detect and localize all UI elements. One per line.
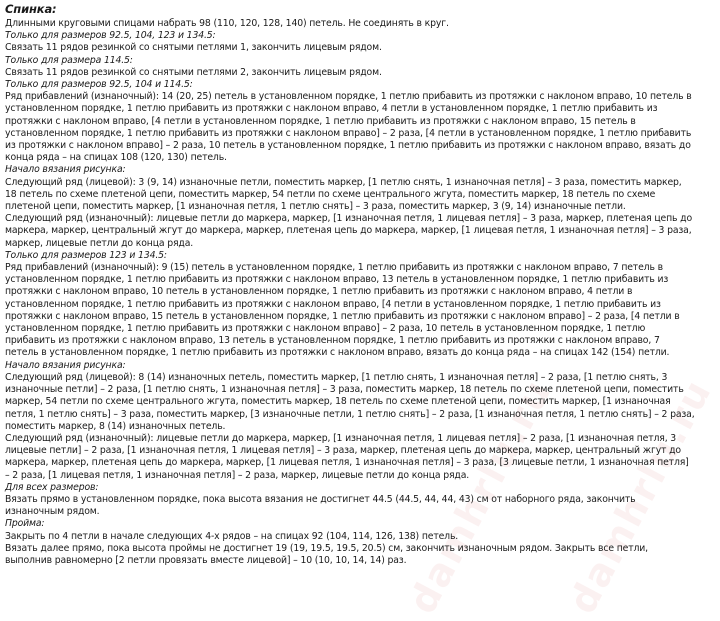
watermark: damhrlu.ru <box>400 371 561 621</box>
increase-row-instruction: Ряд прибавлений (изнаночный): 9 (15) петель в установленном порядке, 1 петлю прибавить из протяжки с наклоном вправо, 7 петель в установленном порядке, 1 петлю прибавить из протяжки с наклоном вправо, 13 петель в установленном порядке, 1 петлю прибавить из протяжки с наклоном вправо, 10 петель в установленном порядке, 1 петлю прибавить из протяжки с наклоном вправо, 4 петли в установленном порядке, 1 петлю прибавить из протяжки с наклоном вправо, [4 петли в установленном порядке, 1 петлю прибавить из протяжки с наклоном вправо, 15 петель в установленном порядке, 1 петлю прибавить из протяжки с наклоном вправо] – 2 раза, [4 петли в установленном порядке, 1 петлю прибавить из протяжки с наклоном вправо] – 2 раза, 10 петель в установленном порядке, 1 петлю прибавить из протяжки с наклоном вправо, 13 петель в установленном порядке, 1 петлю прибавить из протяжки с наклоном вправо, 7 петель в установленном порядке, 1 петлю прибавить из протяжки с наклоном вправо, вязать до конца ряда – на спицах 142 (154) петли. <box>5 262 680 359</box>
armhole-subheading: Пройма: <box>5 518 45 530</box>
ribbing-instruction: Связать 11 рядов резинкой со снятыми петлями 2, закончить лицевым рядом. <box>5 66 382 78</box>
wrong-side-row-instruction: Следующий ряд (изнаночный): лицевые петли до маркера, маркер, [1 изнаночная петля, 1 лицевая петля] – 3 раза, маркер, плетеная цепь до маркера, маркер, центральный жгут до маркера, маркер, плетеная цепь до маркера, маркер, [1 лицевая петля, 1 изнаночная петля] – 3 раза, маркер, лицевые петли до конца ряда. <box>5 213 692 249</box>
size-subheading: Только для размеров 92.5, 104, 123 и 134.5: <box>5 30 216 42</box>
pattern-start-subheading: Начало вязания рисунка: <box>5 359 126 371</box>
watermark: damhrlu.ru <box>560 371 720 621</box>
pattern-start-subheading: Начало вязания рисунка: <box>5 164 126 176</box>
document-page <box>5 2 695 567</box>
right-side-row-instruction: Следующий ряд (лицевой): 8 (14) изнаночных петель, поместить маркер, [1 петлю снять, 1 изнаночная петля] – 2 раза, [1 петлю снять, 3 изнаночные петли] – 2 раза, [1 петлю снять, 1 изнаночная петля] – 3 раза, поместить маркер, 18 петель по схеме плетеной цепи, поместить маркер, 54 петли по схеме центрального жгута, поместить маркер, 18 петель по схеме плетеной цепи, поместить маркер, [1 изнаночная петля, 1 петлю снять] – 3 раза, поместить маркер, [3 изнаночные петли, 1 петлю снять] – 2 раза, [1 изнаночная петля, 1 петлю снять] – 2 раза, поместить маркер, 8 (14) изнаночных петель. <box>5 371 695 432</box>
wrong-side-row-instruction: Следующий ряд (изнаночный): лицевые петли до маркера, маркер, [1 изнаночная петля, 1 лицевая петля] – 2 раза, [1 изнаночная петля, 3 лицевые петли] – 2 раза, [1 изнаночная петля, 1 лицевая петля] – 3 раза, маркер, плетеная цепь до маркера, маркер, центральный жгут до маркера, маркер, плетеная цепь до маркера, маркер, [1 лицевая петля, 1 изнаночная петля] – 3 раза, [3 лицевые петли, 1 изнаночная петля] – 2 раза, [1 лицевая петля, 1 изнаночная петля] – 2 раза, маркер, лицевые петли до конца ряда. <box>5 432 689 481</box>
size-subheading: Только для размеров 123 и 134.5: <box>5 249 167 261</box>
cast-on-instruction: Длинными круговыми спицами набрать 98 (110, 120, 128, 140) петель. Не соединять в круг. <box>5 18 449 29</box>
armhole-bindoff-instruction: Закрыть по 4 петли в начале следующих 4-х рядов – на спицах 92 (104, 114, 126, 138) петель. <box>5 530 459 542</box>
straight-knitting-instruction: Вязать прямо в установленном порядке, пока высота вязания не достигнет 44.5 (44.5, 44, 44, 43) см от наборного ряда, закончить изнаночным рядом. <box>5 493 636 518</box>
increase-row-instruction: Ряд прибавлений (изнаночный): 14 (20, 25) петель в установленном порядке, 1 петлю прибавить из протяжки с наклоном вправо, 10 петель в установленном порядке, 1 петлю прибавить из протяжки с наклоном вправо, 4 петли в установленном порядке, 1 петлю прибавить из протяжки с наклоном вправо, [4 петли в установленном порядке, 1 петлю прибавить из протяжки с наклоном вправо, 15 петель в установленном порядке, 1 петлю прибавить из протяжки с наклоном вправо] – 2 раза, [4 петли в установленном порядке, 1 петлю прибавить из протяжки с наклоном вправо] – 2 раза, 10 петель в установленном порядке, 1 петлю прибавить из протяжки с наклоном вправо, вязать до конца ряда – на спицах 108 (120, 130) петель. <box>5 91 692 164</box>
size-subheading: Только для размера 114.5: <box>5 54 133 66</box>
size-subheading: Только для размеров 92.5, 104 и 114.5: <box>5 79 193 91</box>
right-side-row-instruction: Следующий ряд (лицевой): 3 (9, 14) изнаночные петли, поместить маркер, [1 петлю снять, 1 изнаночная петля] – 3 раза, поместить маркер, 18 петель по схеме плетеной цепи, поместить маркер, 54 петли по схеме центрального жгута, поместить маркер, 18 петель по схеме плетеной цепи, поместить маркер, [1 изнаночная петля, 1 петлю снять] – 3 раза, поместить маркер, 3 (9, 14) изнаночные петли. <box>5 176 682 213</box>
final-bindoff-instruction: Вязать далее прямо, пока высота проймы не достигнет 19 (19, 19.5, 19.5, 20.5) см, закончить изнаночным рядом. Закрыть все петли, выполнив равномерно [2 петли провязать вместе лицевой] – 10 (10, 10, 14, 14) раз. <box>5 542 648 566</box>
all-sizes-subheading: Для всех размеров: <box>5 481 99 493</box>
ribbing-instruction: Связать 11 рядов резинкой со снятыми петлями 1, закончить лицевым рядом. <box>5 42 382 54</box>
section-title: Спинка: <box>5 2 57 16</box>
